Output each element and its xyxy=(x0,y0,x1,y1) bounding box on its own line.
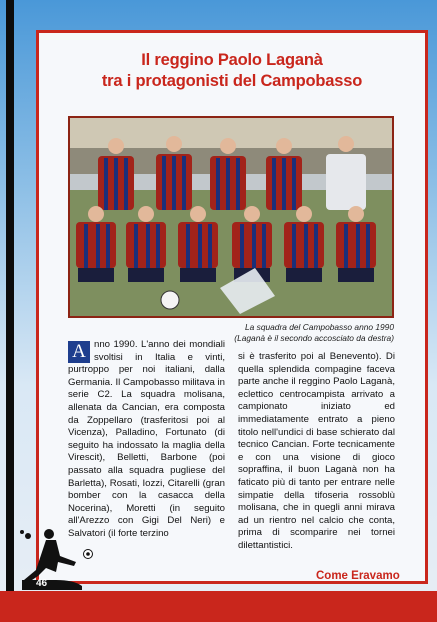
page-number: 46 xyxy=(36,578,48,589)
caption-line-1: La squadra del Campobasso anno 1990 xyxy=(245,322,394,332)
left-edge-stripe xyxy=(6,0,14,595)
bottom-band xyxy=(0,591,437,622)
article-column-2: si è trasferito poi al Benevento). Di quella splendida compagine faceva parte anche il reggino Paolo Laganà, eclettico centrocampista arrivato a campionato iniziato ed immediatamente entrato a pieno titolo nell'undici di base schierato dal tecnico Cancian. Forte tecnicamente e con una visione di gioco sopraffina, il buon Laganà non ha faticato più di tanto per entrare nelle simpatie della tifoseria rossoblù molisana, che in quegli anni mirava ad un rientro nel calcio che conta, prima di scomparire nei tornei dilettantistici. xyxy=(238,351,395,551)
title-line-2: tra i protagonisti del Campobasso xyxy=(101,72,363,90)
title-line-1: Il reggino Paolo Laganà xyxy=(141,51,323,69)
section-label: Come Eravamo xyxy=(316,570,400,582)
dropcap-letter: A xyxy=(68,341,90,363)
team-photo-illustration xyxy=(70,118,392,316)
column-1-text: nno 1990. L'anno dei mondiali svoltisi in Italia e vinti, purtroppo per noi italiani, dalla Germania. Il Campobasso militava in serie C2. La squadra molisana, allenata da Cancian, era composta da Zoppellaro (trasferitosi poi al Vicenza), Palladino, Fortunato (di seguito ha indossato la maglia della Virescit), Belletti, Barbone (poi passato alla squadra pugliese del Barletta), Rosati, Iozzi, Citarelli (gran bomber con la casacca della Nocerina), Moretti (in seguito all'Arezzo con Gigi Del Neri) e Salvatori (il forte terzino xyxy=(68,339,225,539)
team-photo xyxy=(68,116,394,318)
photo-caption xyxy=(200,322,394,344)
soccer-ball-icon xyxy=(83,549,93,559)
caption-line-2: (Laganà è il secondo accosciato da destra) xyxy=(234,333,394,343)
article-column-1 xyxy=(68,339,225,541)
article-title xyxy=(36,50,428,92)
